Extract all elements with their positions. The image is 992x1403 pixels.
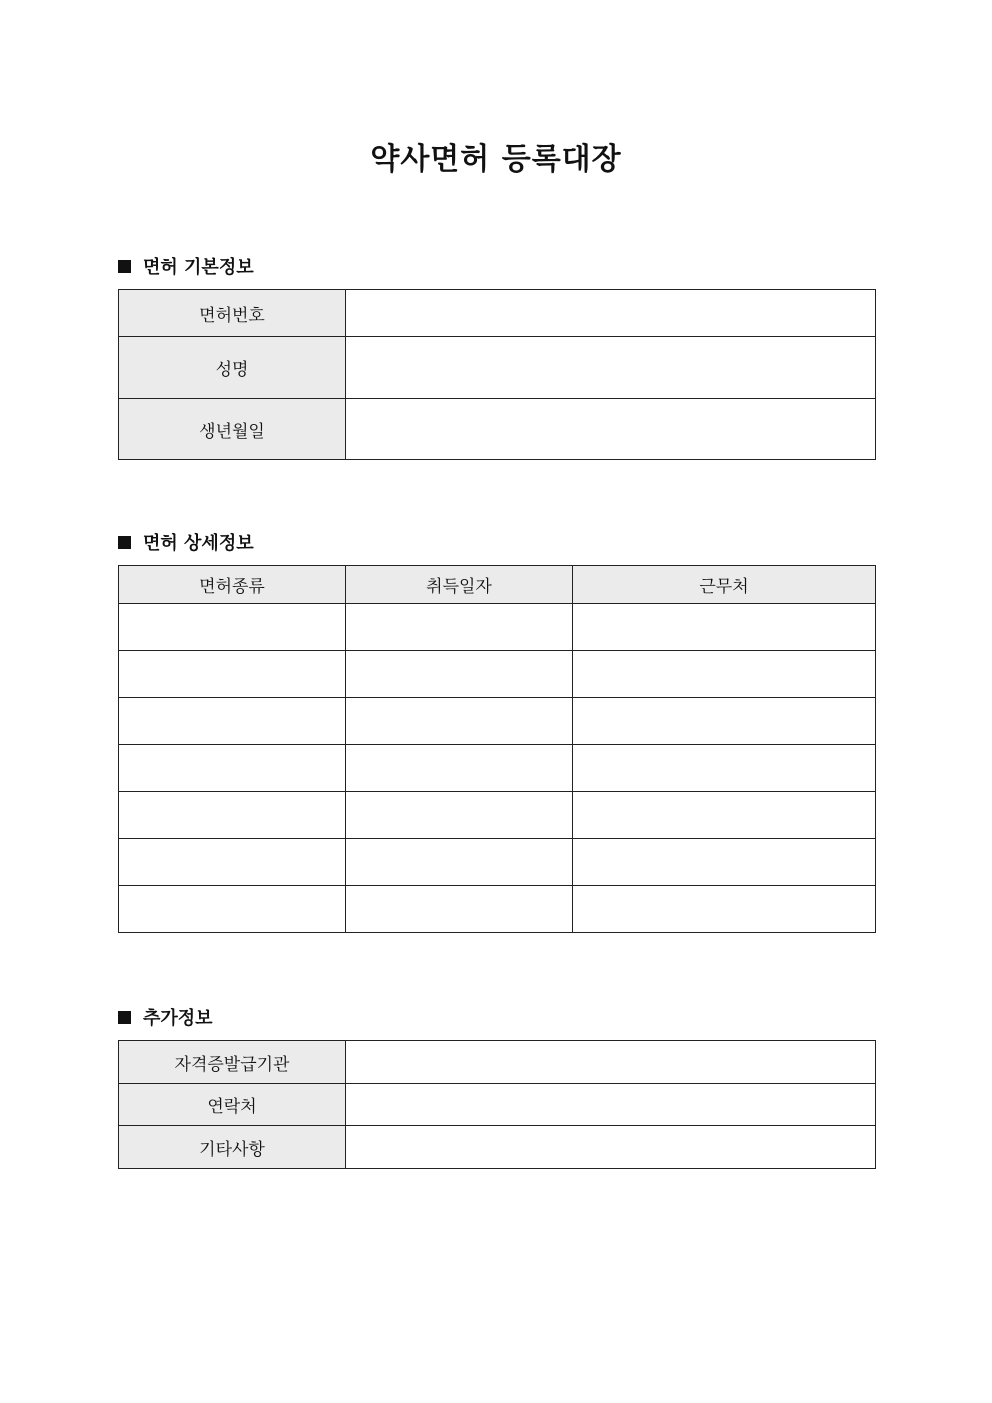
acquired-date-cell[interactable] [346,604,573,651]
acquired-date-cell[interactable] [346,651,573,698]
workplace-cell[interactable] [573,839,876,886]
column-header: 근무처 [573,566,876,604]
section-heading-text: 면허 기본정보 [143,257,254,278]
table-row [119,1084,876,1126]
field-label: 자격증발급기관 [119,1041,346,1084]
table-row [119,337,876,399]
detail-info-table [118,565,876,933]
section-heading-text: 면허 상세정보 [143,533,254,554]
table-row [119,698,876,745]
square-bullet-icon [118,1011,131,1024]
workplace-cell[interactable] [573,698,876,745]
table-header-row [119,566,876,604]
table-row [119,290,876,337]
workplace-cell[interactable] [573,604,876,651]
acquired-date-cell[interactable] [346,886,573,933]
table-row [119,1041,876,1084]
license-type-cell[interactable] [119,839,346,886]
birth-date-field[interactable] [346,399,876,460]
section-heading-detail [118,529,254,555]
table-row [119,651,876,698]
document-title: 약사면허 등록대장 [370,142,622,177]
field-label: 성명 [119,337,346,399]
license-type-cell[interactable] [119,886,346,933]
table-row [119,839,876,886]
square-bullet-icon [118,536,131,549]
section-heading-extra [118,1004,213,1030]
field-label: 기타사항 [119,1126,346,1169]
section-heading-text: 추가정보 [143,1008,213,1029]
issuing-agency-field[interactable] [346,1041,876,1084]
workplace-cell[interactable] [573,792,876,839]
license-number-field[interactable] [346,290,876,337]
name-field[interactable] [346,337,876,399]
table-row [119,604,876,651]
workplace-cell[interactable] [573,745,876,792]
table-row [119,399,876,460]
section-heading-basic [118,253,254,279]
license-type-cell[interactable] [119,792,346,839]
contact-field[interactable] [346,1084,876,1126]
column-header: 취득일자 [346,566,573,604]
table-row [119,792,876,839]
basic-info-table [118,289,876,460]
acquired-date-cell[interactable] [346,698,573,745]
table-row [119,745,876,792]
notes-field[interactable] [346,1126,876,1169]
acquired-date-cell[interactable] [346,792,573,839]
table-row [119,1126,876,1169]
license-type-cell[interactable] [119,604,346,651]
acquired-date-cell[interactable] [346,745,573,792]
field-label: 면허번호 [119,290,346,337]
extra-info-table [118,1040,876,1169]
workplace-cell[interactable] [573,651,876,698]
table-row [119,886,876,933]
field-label: 연락처 [119,1084,346,1126]
license-type-cell[interactable] [119,698,346,745]
license-type-cell[interactable] [119,745,346,792]
license-type-cell[interactable] [119,651,346,698]
field-label: 생년월일 [119,399,346,460]
square-bullet-icon [118,260,131,273]
column-header: 면허종류 [119,566,346,604]
acquired-date-cell[interactable] [346,839,573,886]
workplace-cell[interactable] [573,886,876,933]
